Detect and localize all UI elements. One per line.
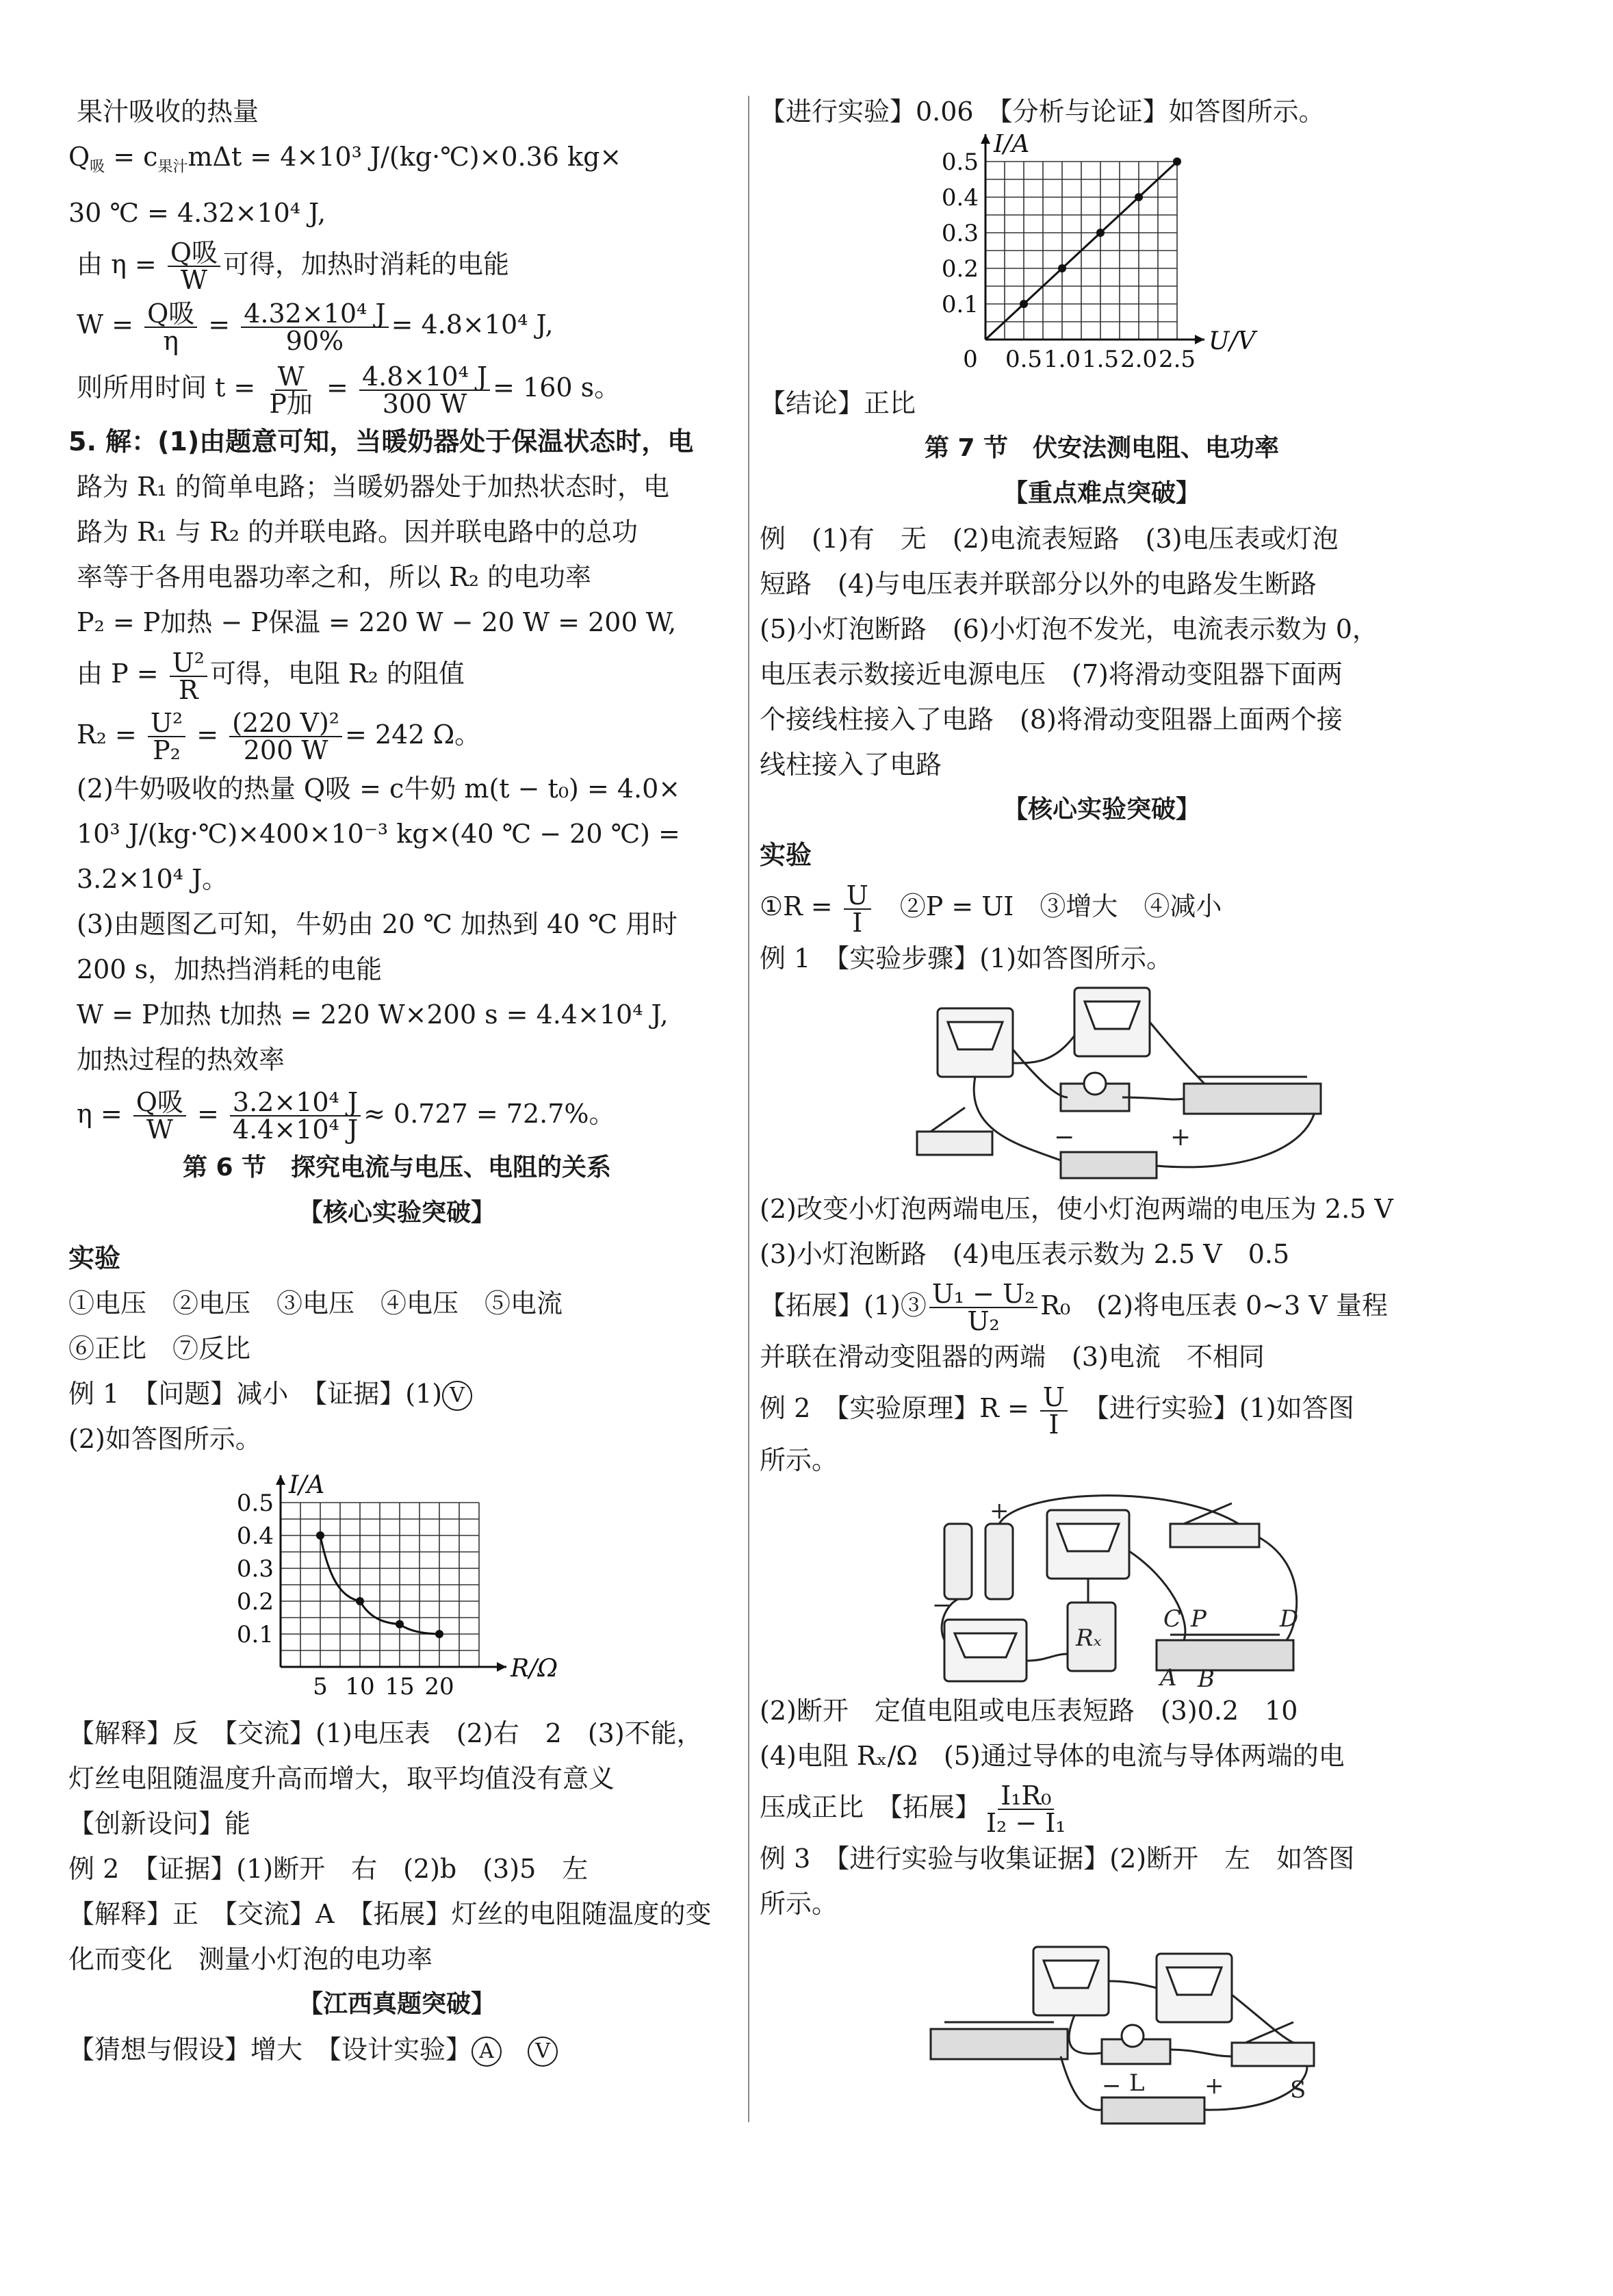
circuit-2-d: D — [1280, 1605, 1299, 1633]
ammeter-symbol-icon: A — [472, 2037, 502, 2067]
y-tick-label: 0.2 — [236, 1587, 274, 1616]
key-line-2: 短路 (4)与电压表并联部分以外的电路发生断路 — [760, 569, 1317, 599]
q5-line-6: 由 P = $\frac{\text{U²}}{R}$ 可得，电阻 R₂ 的阻值 — [77, 647, 465, 705]
key-line-4: 电压表示数接近电源电压 (7)将滑动变阻器下面两 — [760, 659, 1343, 689]
r-example-1-line-1: 例 1 【实验步骤】(1)如答图所示。 — [760, 943, 1173, 973]
x-tick-label: 2.0 — [1120, 346, 1158, 373]
example-1-line-1: 例 1 【问题】减小 【证据】(1) V — [68, 1371, 725, 1416]
q5-line-14: 加热过程的热效率 — [77, 1044, 285, 1075]
circuit-diagram-3 — [760, 1926, 1444, 2132]
data-point — [1020, 300, 1028, 308]
key-difficult-heading: 【重点难点突破】 — [1003, 479, 1200, 507]
q5-line-5: P₂ = P加热 − P保温 = 220 W − 20 W = 200 W, — [77, 607, 677, 638]
key-line-1: 例 (1)有 无 (2)电流表短路 (3)电压表或灯泡 — [760, 524, 1339, 554]
r-example-3-line-1: 例 3 【进行实验与收集证据】(2)断开 左 如答图 — [760, 1844, 1355, 1874]
circuit-1-svg — [760, 981, 1444, 1186]
left-column — [68, 89, 725, 2072]
x-tick-label: 1.0 — [1043, 346, 1081, 373]
example-1-line-5: 【创新设问】能 — [68, 1808, 251, 1839]
circuit-3-s: S — [1290, 2076, 1306, 2104]
core-experiment-heading-left: 【核心实验突破】 — [298, 1198, 495, 1227]
example-2-line-2: 【解释】正 【交流】A 【拓展】灯丝的电阻随温度的变 — [68, 1898, 712, 1929]
formula-line: ①R = $\frac{U}{I}$ ②P = UI ③增大 ④减小 — [760, 880, 1222, 938]
circuit-3-svg — [760, 1926, 1444, 2132]
data-point — [356, 1597, 364, 1605]
q5-line-1: 5. 解：(1)由题意可知，当暖奶器处于保温状态时，电 — [68, 426, 694, 457]
circuit-2-b: B — [1198, 1665, 1215, 1688]
example-1-line-4: 灯丝电阻随温度升高而增大，取平均值没有意义 — [68, 1763, 615, 1794]
data-point — [1058, 264, 1066, 272]
y-axis-label: I/A — [289, 1470, 325, 1499]
chart-grid-1 — [281, 1503, 479, 1667]
data-point — [396, 1620, 404, 1628]
x-axis-label: U/V — [1209, 327, 1256, 355]
example-1-line-3: 【解释】反 【交流】(1)电压表 (2)右 2 (3)不能， — [68, 1718, 703, 1748]
experiment-label-right: 实验 — [760, 840, 812, 870]
r-example-1-line-3: (3)小灯泡断路 (4)电压表示数为 2.5 V 0.5 — [760, 1238, 1290, 1269]
right-line-1: 【进行实验】0.06 【分析与论证】如答图所示。 — [760, 97, 1325, 127]
r-example-1-line-2: (2)改变小灯泡两端电压，使小灯泡两端的电压为 2.5 V — [760, 1193, 1393, 1224]
y-tick-label: 0.5 — [236, 1489, 274, 1517]
heat-eq-2: 30 ℃ = 4.32×10⁴ J, — [68, 197, 326, 228]
q5-line-12: 200 s，加热挡消耗的电能 — [77, 954, 383, 984]
x-axis-arrow — [497, 1662, 506, 1672]
r-example-1-line-4: 【拓展】(1)③ $\frac{\text{U₁ − U₂}}{\text{U₂}}$ R₀ (2)将电压表 0~3 V 量程 — [760, 1279, 1388, 1336]
circuit-diagram-1 — [760, 981, 1444, 1186]
x-tick-label: 2.5 — [1158, 346, 1196, 373]
section-6-title: 第 6 节 探究电流与电压、电阻的关系 — [182, 1153, 612, 1182]
section-7-title: 第 7 节 伏安法测电阻、电功率 — [924, 434, 1280, 462]
chart-i-vs-r — [68, 1462, 725, 1711]
q5-line-4: 率等于各用电器功率之和，所以 R₂ 的电功率 — [77, 562, 592, 593]
y-tick-label: 0.2 — [941, 255, 979, 283]
example-2-line-3: 化而变化 测量小灯泡的电功率 — [68, 1943, 433, 1974]
experiment-label-left: 实验 — [68, 1242, 121, 1273]
r-example-2-line-1: 例 2 【实验原理】R = $\frac{U}{I}$ 【进行实验】(1)如答图 — [760, 1381, 1354, 1440]
q5-line-7: R₂ = $\frac{\text{U²}}{\text{P₂}}$ = $\frac{\text{(220 V)²}}{200 W}$ = 242 Ω。 — [77, 708, 481, 766]
x-tick-label: 20 — [424, 1672, 454, 1700]
circuit-1-plus: + — [1170, 1123, 1191, 1151]
example-1-line-2: (2)如答图所示。 — [68, 1423, 261, 1454]
time-line: 则所用时间 t = $\frac{W}{\text{P加}}$ = $\frac{\text{4.8×10⁴ J}}{300 W}$ = 160 s。 — [77, 361, 621, 419]
circuit-2-rx: Rₓ — [1076, 1624, 1102, 1652]
key-line-6: 线柱接入了电路 — [760, 750, 942, 780]
eta-line: 由 η = $\frac{\text{Q吸}}{W}$ 可得，加热时消耗的电能 — [77, 238, 510, 296]
circuit-3-minus: − — [1102, 2072, 1122, 2100]
q5-line-9: 10³ J/(kg·℃)×400×10⁻³ kg×(40 ℃ − 20 ℃) = — [77, 818, 680, 849]
x-tick-label: 10 — [345, 1672, 375, 1700]
chart-i-vs-u-svg — [760, 134, 1444, 381]
circuit-2-plus: + — [990, 1496, 1009, 1525]
x-tick-label: 15 — [385, 1672, 415, 1700]
y-tick-label: 0.4 — [941, 184, 979, 212]
work-line: W = $\frac{\text{Q吸}}{\eta}$ = $\frac{\text{4.32×10⁴ J}}{90\%}$ = 4.8×10⁴ J, — [77, 298, 554, 356]
circuit-2-a: A — [1160, 1663, 1177, 1688]
data-point — [1173, 157, 1181, 166]
jiangxi-heading: 【江西真题突破】 — [298, 1989, 495, 2018]
q5-line-8: (2)牛奶吸收的热量 Q吸 = c牛奶 m(t − t₀) = 4.0× — [77, 773, 681, 804]
data-point — [1096, 229, 1105, 237]
voltmeter-symbol-icon: V — [442, 1381, 472, 1411]
x-axis-arrow — [1195, 335, 1204, 344]
circuit-1-minus: − — [1054, 1123, 1075, 1151]
y-tick-label: 0.1 — [941, 291, 979, 318]
jiangxi-line-1: 【猜想与假设】增大 【设计实验】 A V — [68, 2027, 725, 2072]
chart-i-vs-r-svg — [68, 1462, 725, 1711]
core-experiment-heading-right: 【核心实验突破】 — [1003, 795, 1200, 824]
circuit-2-c: C — [1163, 1605, 1182, 1633]
voltmeter-symbol-icon-2: V — [528, 2037, 558, 2067]
y-tick-label: 0.5 — [941, 149, 979, 176]
y-tick-label: 0.3 — [941, 220, 979, 247]
x-tick-label: 5 — [313, 1672, 328, 1700]
x-tick-label: 0.5 — [1005, 346, 1043, 373]
x-axis-label: R/Ω — [511, 1654, 558, 1683]
example-2-line-1: 例 2 【证据】(1)断开 右 (2)b (3)5 左 — [68, 1853, 589, 1884]
heat-eq-1: $Q_吸 = c_{果汁}m\Delta t = 4\times 10^3$ J/(kg·℃)×0.36 kg× — [68, 142, 622, 176]
r-example-2-line-2: 所示。 — [760, 1444, 838, 1475]
experiment-items-1: ①电压 ②电压 ③电压 ④电压 ⑤电流 — [68, 1288, 563, 1318]
circuit-3-plus: + — [1204, 2072, 1224, 2100]
y-tick-label: 0.3 — [236, 1555, 274, 1583]
circuit-2-p: P — [1191, 1605, 1206, 1633]
y-tick-label: 0.4 — [236, 1522, 274, 1550]
origin-label: 0 — [963, 346, 978, 373]
key-line-3: (5)小灯泡断路 (6)小灯泡不发光，电流表示数为 0， — [760, 614, 1378, 644]
circuit-3-l: L — [1129, 2069, 1145, 2097]
q5-line-3: 路为 R₁ 与 R₂ 的并联电路。因并联电路中的总功 — [77, 517, 638, 548]
circuit-2-svg — [760, 1483, 1444, 1688]
r-example-2-line-5: 压成正比 【拓展】 $\frac{\text{I₁R₀}}{\text{I₂ − I₁}}$ — [760, 1781, 1066, 1838]
circuit-2-minus: − — [932, 1591, 952, 1619]
experiment-items-2: ⑥正比 ⑦反比 — [68, 1333, 251, 1364]
r-example-2-line-3: (2)断开 定值电阻或电压表短路 (3)0.2 10 — [760, 1695, 1298, 1726]
q5-line-15: η = $\frac{\text{Q吸}}{W}$ = $\frac{\text{3.2×10⁴ J}}{\text{4.4×10⁴ J}}$ ≈ 0.727 = 72.7%。 — [77, 1087, 615, 1145]
heat-title: 果汁吸收的热量 — [77, 97, 259, 127]
chart-i-vs-u — [760, 134, 1444, 381]
right-column — [760, 89, 1444, 2132]
data-point — [1135, 193, 1143, 201]
key-line-5: 个接线柱接入了电路 (8)将滑动变阻器上面两个接 — [760, 704, 1343, 735]
y-axis-arrow — [276, 1475, 285, 1485]
circuit-diagram-2 — [760, 1483, 1444, 1688]
data-point — [435, 1630, 443, 1638]
conclusion-line: 【结论】正比 — [760, 388, 916, 418]
r-example-2-line-4: (4)电阻 Rₓ/Ω (5)通过导体的电流与导体两端的电 — [760, 1740, 1345, 1771]
q5-line-13: W = P加热 t加热 = 220 W×200 s = 4.4×10⁴ J, — [77, 999, 669, 1030]
column-divider — [748, 96, 749, 2122]
y-axis-arrow — [981, 134, 990, 144]
r-example-3-line-2: 所示。 — [760, 1889, 838, 1919]
x-tick-label: 1.5 — [1081, 346, 1120, 373]
r-example-1-line-5: 并联在滑动变阻器的两端 (3)电流 不相同 — [760, 1342, 1265, 1372]
y-tick-label: 0.1 — [236, 1620, 274, 1648]
y-axis-label: I/A — [994, 134, 1030, 158]
q5-line-11: (3)由题图乙可知，牛奶由 20 ℃ 加热到 40 ℃ 用时 — [77, 908, 678, 939]
data-point — [316, 1531, 324, 1540]
q5-line-2: 路为 R₁ 的简单电路；当暖奶器处于加热状态时，电 — [77, 472, 670, 502]
q5-line-10: 3.2×10⁴ J。 — [77, 863, 229, 894]
